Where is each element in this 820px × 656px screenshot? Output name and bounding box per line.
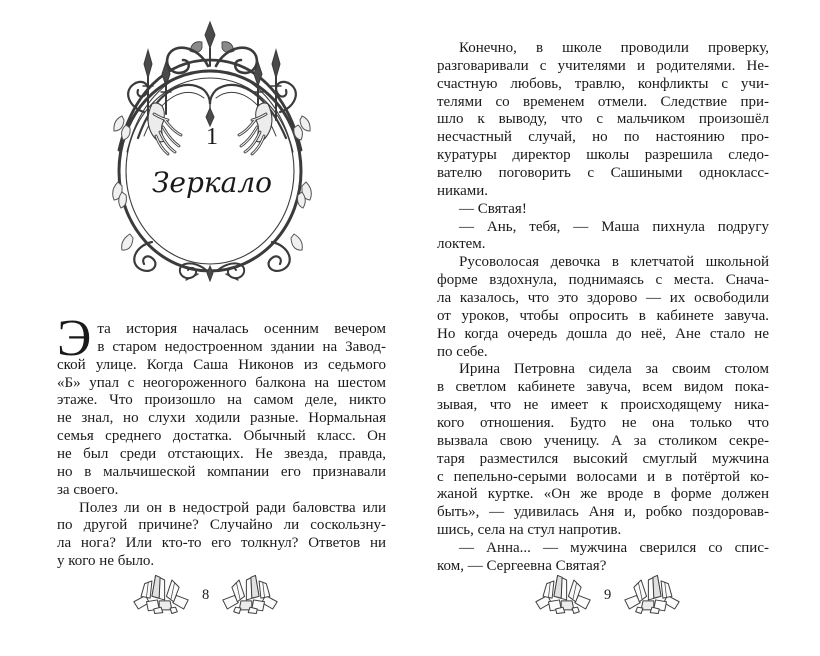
text-line: кого отношения. Будто не она только что bbox=[437, 415, 769, 432]
text-line: шло к выводу, что с мальчиком произошёл bbox=[437, 111, 769, 128]
text-line: счастную любовь, травлю, конфликты с учи- bbox=[437, 75, 769, 92]
right-page-text-column bbox=[437, 40, 769, 576]
text-line: Но когда очередь дошла до неё, Ане стало не bbox=[437, 325, 769, 342]
left-page-text-column bbox=[57, 310, 386, 571]
paragraph bbox=[437, 540, 769, 576]
text-line: вызвала свою ученицу. А за столиком секре- bbox=[437, 432, 769, 449]
text-line: ком, — Сергеевна Святая? bbox=[437, 557, 607, 574]
text-line: Ирина Петровна сидела за своим столом bbox=[459, 361, 769, 378]
text-line: — Ань, тебя, — Маша пихнула подругу bbox=[459, 218, 769, 235]
text-line: зывая, что не имеет к происходящему ника- bbox=[437, 397, 769, 414]
paragraph bbox=[437, 201, 769, 219]
text-line: — Святая! bbox=[459, 200, 527, 217]
text-line: но в мальчишеской компании его признавали bbox=[57, 463, 386, 480]
text-line: с пепельно-серыми волосами и в потёртой ко- bbox=[437, 468, 769, 485]
text-line: Конечно, в школе проводили проверку, bbox=[459, 40, 769, 56]
text-line: семья среднего достатка. Обычный класс. Он bbox=[57, 428, 386, 445]
text-line: разговаривали с учителями и родителями. Не- bbox=[437, 57, 769, 74]
chapter-title: Зеркало bbox=[151, 166, 273, 199]
paragraph bbox=[437, 361, 769, 540]
left-page-footer bbox=[132, 572, 279, 617]
text-line: по себе. bbox=[437, 343, 488, 360]
text-line: быть», — удивилась Аня и, робко поздоровав- bbox=[437, 504, 769, 521]
text-line: телями со временем отмели. Следствие при- bbox=[437, 93, 769, 110]
text-line: от уроков, чтобы опросить в кабинете завуча. bbox=[437, 307, 769, 324]
text-line: та история началась осенним вечером bbox=[97, 321, 386, 337]
text-line: шись, села на стул напротив. bbox=[437, 522, 622, 539]
text-line: ла казалось, что это здорово — их освободили bbox=[437, 290, 769, 307]
mirror-frame-illustration bbox=[110, 20, 314, 282]
text-line: локтем. bbox=[437, 236, 486, 253]
drop-cap: Э bbox=[57, 310, 92, 367]
text-line: вателю поговорить с Сашиными однокласс- bbox=[437, 165, 769, 182]
text-line: форме вздохнула, поднимаясь с места. Снача- bbox=[437, 272, 769, 289]
paragraph bbox=[57, 310, 386, 500]
text-line: ла нога? Или кто-то его толкнул? Ответов ни bbox=[57, 535, 386, 552]
text-line: Полез ли он в недострой ради баловства или bbox=[79, 499, 386, 516]
crystal-cluster-ornament-icon bbox=[623, 572, 681, 617]
text-line: Русоволосая девочка в клетчатой школьной bbox=[459, 254, 769, 271]
text-line: несчастный случай, но по настоянию про- bbox=[437, 129, 769, 146]
crystal-cluster-ornament-icon bbox=[534, 572, 592, 617]
text-line: жаной куртке. «Он же вроде в форме должен bbox=[437, 486, 769, 503]
text-line: таря разместился высокий смуглый мужчина bbox=[437, 450, 769, 467]
paragraph bbox=[57, 500, 386, 571]
text-line: в старом недостроенном здании на Завод- bbox=[97, 338, 386, 355]
right-page-footer bbox=[534, 572, 681, 617]
text-line: ской улице. Когда Саша Никонов из седьмого bbox=[57, 356, 386, 373]
text-line: никами. bbox=[437, 182, 489, 199]
paragraph bbox=[437, 40, 769, 201]
text-line: «Б» упал с неогороженного балкона на шестом bbox=[57, 374, 386, 391]
text-line: за своего. bbox=[57, 481, 119, 498]
crystal-cluster-ornament-icon bbox=[221, 572, 279, 617]
text-line: не был среди отстающих. Не звезда, правда, bbox=[57, 446, 386, 463]
text-line: этаже. Что произошло на самом деле, никто bbox=[57, 392, 386, 409]
paragraph bbox=[437, 254, 769, 361]
text-line: не знал, но слухи ходили разные. Нормальная bbox=[57, 410, 386, 427]
page-number: 9 bbox=[604, 586, 612, 603]
text-line: — Анна... — мужчина сверился со спис- bbox=[459, 540, 769, 557]
text-line: у кого не было. bbox=[57, 553, 155, 570]
chapter-number: 1 bbox=[206, 124, 218, 150]
text-line: по другой причине? Случайно ли соскользну- bbox=[57, 517, 386, 534]
text-line: куратуры директор школы разрешила следо- bbox=[437, 147, 769, 164]
text-line: в светлом кабинете завуча, всем видом пока- bbox=[437, 379, 769, 396]
page-number: 8 bbox=[202, 586, 210, 603]
paragraph bbox=[437, 219, 769, 255]
crystal-cluster-ornament-icon bbox=[132, 572, 190, 617]
